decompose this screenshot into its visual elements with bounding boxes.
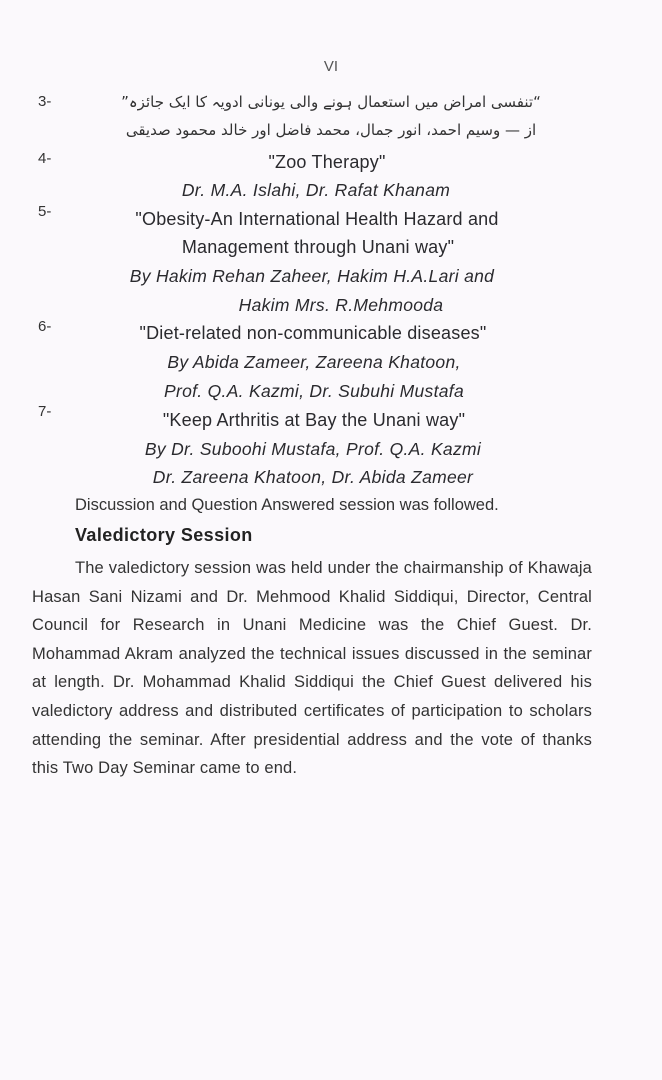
entry-3-urdu-authors: از — وسیم احمد، انور جمال، محمد فاضل اور خالد محمود صدیقی — [125, 121, 537, 139]
entry-4-authors: Dr. M.A. Islahi, Dr. Rafat Khanam — [181, 180, 451, 200]
entry-6-authors-line-2: Prof. Q.A. Kazmi, Dr. Subuhi Mustafa — [164, 381, 464, 401]
valedictory-paragraph — [32, 554, 592, 783]
entry-6-title: "Diet-related non-communicable diseases" — [139, 323, 487, 343]
entry-5-title-line-2: Management through Unani way" — [181, 237, 455, 257]
entry-6-number: 6- — [38, 318, 52, 335]
entry-4-number: 4- — [38, 150, 52, 167]
page-number: VI — [323, 58, 339, 75]
entry-6-authors-line-1: By Abida Zameer, Zareena Khatoon, — [167, 352, 461, 372]
entry-3-urdu-title: “تنفسی امراض میں استعمال ہونے والی یونانی ادویہ کا ایک جائزہ” — [121, 93, 541, 111]
entry-7-authors-line-1: By Dr. Suboohi Mustafa, Prof. Q.A. Kazmi — [144, 439, 482, 459]
discussion-note: Discussion and Question Answered session was followed. — [75, 496, 499, 514]
entry-3-number: 3- — [38, 93, 52, 110]
entry-7-authors-line-2: Dr. Zareena Khatoon, Dr. Abida Zameer — [152, 467, 474, 487]
entry-7-title: "Keep Arthritis at Bay the Unani way" — [162, 410, 466, 430]
entry-5-title-line-1: "Obesity-An International Health Hazard and — [135, 209, 499, 229]
section-heading: Valedictory Session — [75, 525, 253, 545]
valedictory-text: The valedictory session was held under the chairmanship of Khawaja Hasan Sani Nizami and Dr. Mehmood Khalid Siddiqui, Director, Central Council for Research in Unani Medicine was the Chief Guest. Dr. Mohammad Akram analyzed the technical issues discussed in the seminar at length. Dr. Mohammad Khalid Siddiqui the Chief Guest delivered his valedictory address and distributed certificates of participation to scholars attending the seminar. After presidential address and the vote of thanks this Two Day Seminar came to end. — [32, 559, 592, 778]
entry-5-authors-line-2: Hakim Mrs. R.Mehmooda — [238, 295, 444, 315]
entry-5-number: 5- — [38, 203, 52, 220]
entry-4-title: "Zoo Therapy" — [268, 152, 386, 172]
entry-7-number: 7- — [38, 403, 52, 420]
entry-5-authors-line-1: By Hakim Rehan Zaheer, Hakim H.A.Lari and — [129, 266, 495, 286]
